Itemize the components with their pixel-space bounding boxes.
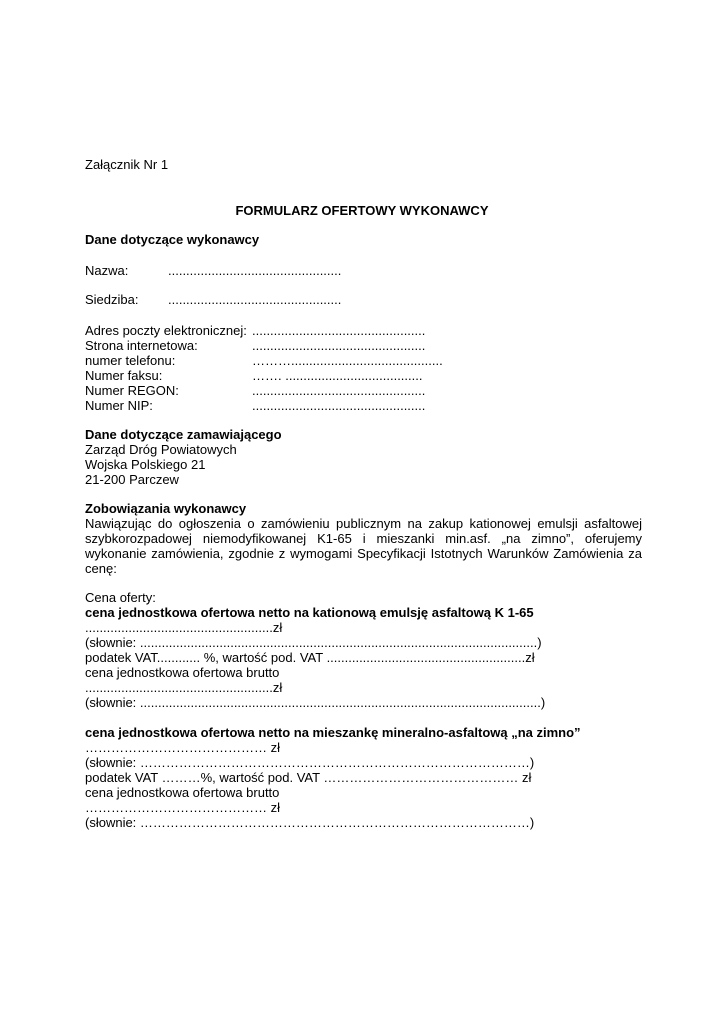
ordering-party-heading: Dane dotyczące zamawiającego — [85, 427, 282, 442]
obligations-heading: Zobowiązania wykonawcy — [85, 501, 247, 516]
document-title: FORMULARZ OFERTOWY WYKONAWCY — [235, 203, 489, 218]
name-label: Nazwa: — [85, 263, 129, 278]
section1-gross-words: (słownie: ...............................................................................................................) — [85, 695, 546, 710]
section1-gross: ....................................................zł — [85, 680, 283, 695]
paragraph-line: Nawiązując do ogłoszenia o zamówieniu publicznym na zakup kationowej emulsji asfaltowej — [85, 516, 642, 531]
regon-label: Numer REGON: — [85, 383, 179, 398]
paragraph-line: wykonanie zamówienia, zgodnie z wymogami Specyfikacji Istotnych Warunków Zamówienia za — [85, 546, 642, 561]
nip-label: Numer NIP: — [85, 398, 153, 413]
seat-label: Siedziba: — [85, 292, 139, 307]
section2-gross-label: cena jednostkowa ofertowa brutto — [85, 785, 280, 800]
phone-label: numer telefonu: — [85, 353, 176, 368]
section2-vat: podatek VAT ………%, wartość pod. VAT ……………………………………… zł — [85, 770, 532, 785]
ordering-party-line: Wojska Polskiego 21 — [85, 457, 206, 472]
ordering-party-line: Zarząd Dróg Powiatowych — [85, 442, 237, 457]
phone-value: ……….......................................... — [252, 353, 443, 368]
website-label: Strona internetowa: — [85, 338, 198, 353]
website-value: ................................................ — [252, 338, 426, 353]
regon-value: ................................................ — [252, 383, 426, 398]
ordering-party-line: 21-200 Parczew — [85, 472, 179, 487]
contractor-heading: Dane dotyczące wykonawcy — [85, 232, 260, 247]
section1-vat: podatek VAT............ %, wartość pod. VAT .......................................................zł — [85, 650, 535, 665]
fax-label: Numer faksu: — [85, 368, 163, 383]
seat-value: ................................................ — [168, 292, 342, 307]
section2-gross-words: (słownie: ………………………………………………………………………………) — [85, 815, 535, 830]
email-label: Adres poczty elektronicznej: — [85, 323, 247, 338]
nip-value: ................................................ — [252, 398, 426, 413]
section2-gross: …………………………………… zł — [85, 800, 280, 815]
section2-net: …………………………………… zł — [85, 740, 280, 755]
name-value: ................................................ — [168, 263, 342, 278]
section1-net: ....................................................zł — [85, 620, 283, 635]
section2-heading: cena jednostkowa ofertowa netto na mieszankę mineralno-asfaltową „na zimno” — [85, 725, 581, 740]
attachment-label: Załącznik Nr 1 — [85, 157, 169, 172]
section1-gross-label: cena jednostkowa ofertowa brutto — [85, 665, 280, 680]
email-value: ................................................ — [252, 323, 426, 338]
fax-value: ……. ...................................... — [252, 368, 423, 383]
section2-words: (słownie: ………………………………………………………………………………) — [85, 755, 535, 770]
section1-heading: cena jednostkowa ofertowa netto na kationową emulsję asfaltową K 1-65 — [85, 605, 534, 620]
obligations-paragraph — [85, 516, 642, 576]
price-label: Cena oferty: — [85, 590, 156, 605]
paragraph-line: szybkorozpadowej niemodyfikowanej K1-65 i mieszanki min.asf. „na zimno”, oferujemy — [85, 531, 642, 546]
paragraph-line: cenę: — [85, 561, 117, 576]
section1-words: (słownie: ..............................................................................................................) — [85, 635, 542, 650]
